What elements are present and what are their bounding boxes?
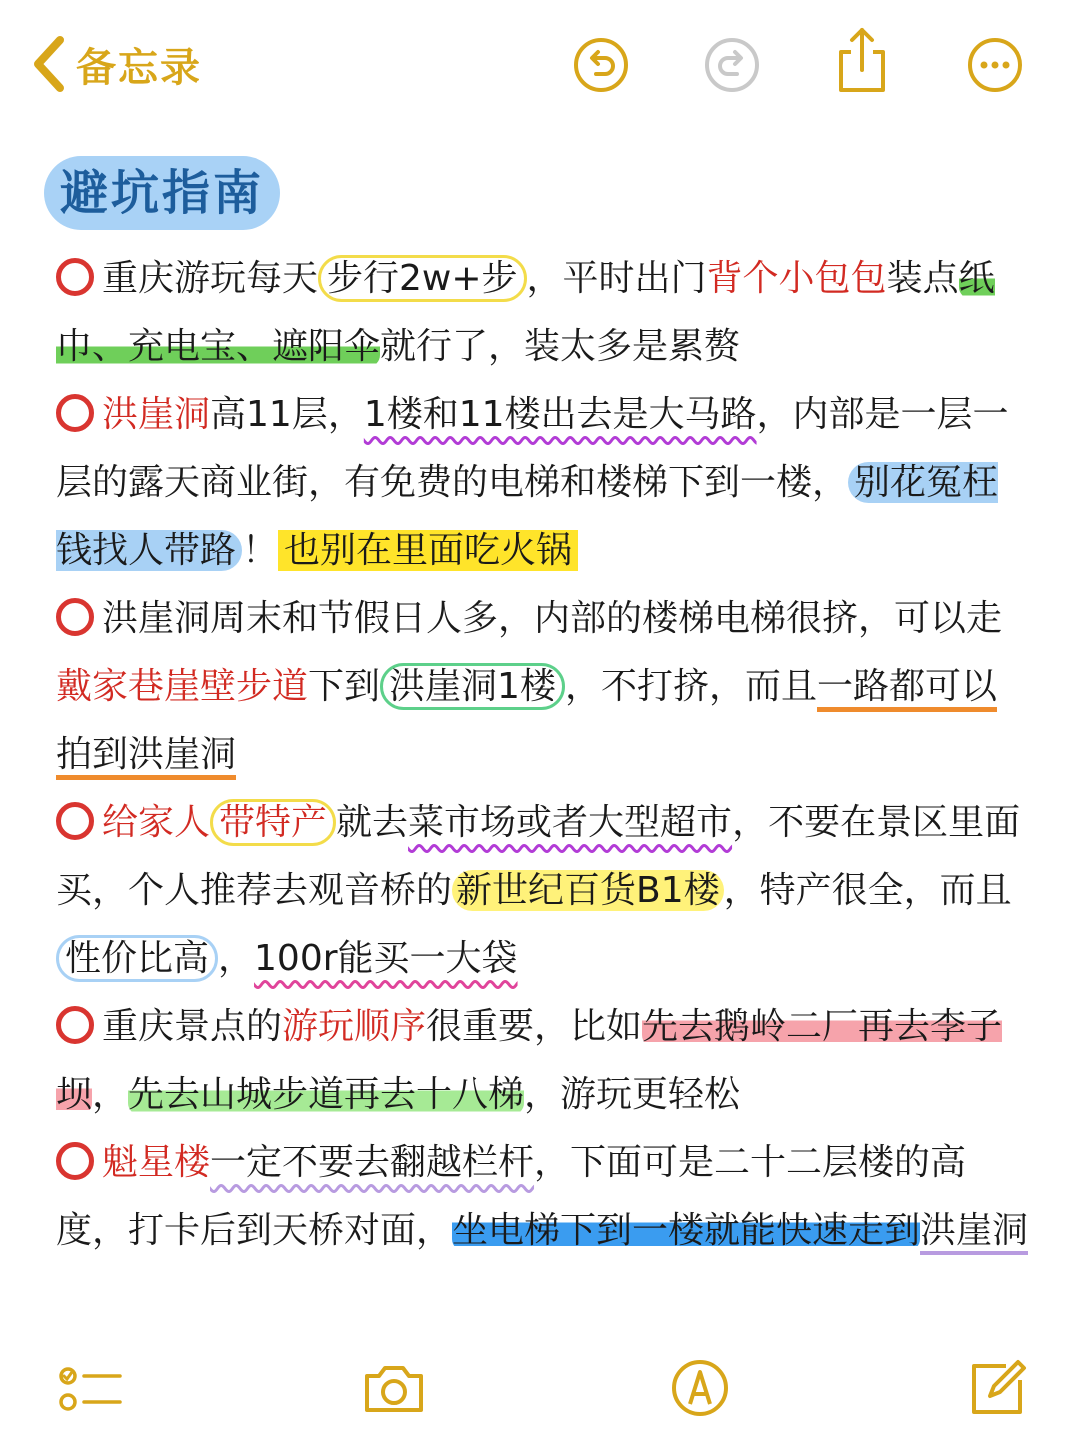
- note-text: ，特产很全，而且: [723, 870, 1012, 911]
- checklist-button[interactable]: [58, 1356, 122, 1420]
- note-text: ，内部是一层一层的露天商业街，有免费的电梯和楼梯下到一楼，: [56, 394, 1009, 503]
- highlighted-text: 100r能买一大袋: [254, 938, 518, 979]
- note-paragraph: [56, 381, 1031, 585]
- back-label: 备忘录: [76, 44, 202, 91]
- camera-button[interactable]: [361, 1356, 425, 1420]
- highlighted-text: 洪崖洞: [920, 1210, 1028, 1255]
- highlighted-text: 带特产: [210, 799, 336, 846]
- red-circle-bullet-icon: [56, 394, 94, 432]
- highlighted-text: 一定不要去翻越栏杆: [210, 1142, 535, 1183]
- chevron-left-icon: [30, 34, 66, 94]
- note-text: ，不要在景区里面买，个人推荐去观音桥的: [56, 802, 1021, 911]
- red-circle-bullet-icon: [56, 802, 94, 840]
- highlighted-text: 坐电梯下到一楼就能快速走到: [452, 1210, 921, 1251]
- highlighted-text: 1楼和11楼出去是大马路: [363, 394, 757, 435]
- note-text: 就去: [336, 802, 409, 843]
- red-circle-bullet-icon: [56, 1006, 94, 1044]
- compose-button[interactable]: [966, 1356, 1030, 1420]
- highlighted-text: 背个小包包: [706, 258, 887, 299]
- note-text: ，平时出门: [526, 258, 707, 299]
- note-text: 高11层，: [210, 394, 364, 435]
- undo-button[interactable]: [572, 36, 630, 94]
- note-text: 很重要，比如: [426, 1006, 643, 1047]
- more-icon: [966, 36, 1024, 94]
- note-paragraph: [56, 993, 1031, 1129]
- camera-icon: [361, 1356, 427, 1420]
- note-title-wrap: [44, 156, 280, 230]
- note-text: ！: [242, 530, 279, 571]
- red-circle-bullet-icon: [56, 598, 94, 636]
- redo-icon: [703, 36, 761, 94]
- highlighted-text: 步行2w+步: [318, 255, 527, 302]
- highlighted-text: 也别在里面吃火锅: [278, 530, 578, 571]
- title-highlight: [44, 156, 280, 230]
- note-text: ，: [92, 1074, 129, 1115]
- note-paragraph: [56, 245, 1031, 381]
- checklist-icon: [58, 1356, 122, 1420]
- note-title[interactable]: 避坑指南: [60, 165, 265, 221]
- undo-icon: [572, 36, 630, 94]
- markup-icon: [668, 1356, 732, 1420]
- note-text: ，下面可是二十二层楼的高度，打卡后到天桥对面，: [56, 1142, 967, 1251]
- highlighted-text: 纸巾、充电宝、遮阳伞: [56, 258, 995, 367]
- share-button[interactable]: [833, 26, 891, 94]
- highlighted-text: 魁星楼: [102, 1142, 211, 1183]
- share-icon: [833, 26, 891, 94]
- highlighted-text: 先去山城步道再去十八梯: [128, 1074, 525, 1115]
- bottom-toolbar: [0, 1350, 1080, 1441]
- note-body[interactable]: [56, 245, 1031, 1265]
- highlighted-text: 洪崖洞1楼: [380, 663, 565, 710]
- highlighted-text: 游玩顺序: [282, 1006, 427, 1047]
- highlighted-text: 洪崖洞: [102, 394, 211, 435]
- back-button[interactable]: [30, 32, 202, 96]
- highlighted-text: 戴家巷崖壁步道: [56, 666, 309, 707]
- note-text: 装点: [886, 258, 959, 299]
- red-circle-bullet-icon: [56, 1142, 94, 1180]
- note-text: 下到: [308, 666, 381, 707]
- note-text: 就行了，装太多是累赘: [380, 326, 741, 367]
- note-text: ，不打挤，而且: [564, 666, 817, 707]
- top-toolbar: [0, 0, 1080, 130]
- more-button[interactable]: [966, 36, 1024, 94]
- note-text: 洪崖洞周末和节假日人多，内部的楼梯电梯很挤，可以走: [102, 598, 1003, 639]
- note-paragraph: [56, 585, 1031, 789]
- note-paragraph: [56, 789, 1031, 993]
- highlighted-text: 新世纪百货B1楼: [452, 870, 724, 911]
- note-text: ，游玩更轻松: [524, 1074, 741, 1115]
- highlighted-text: 给家人: [102, 802, 211, 843]
- note-text: 重庆景点的: [102, 1006, 283, 1047]
- highlighted-text: 性价比高: [56, 935, 218, 982]
- highlighted-text: 别花冤枉钱找人带路: [56, 462, 999, 571]
- note-paragraph: [56, 1129, 1031, 1265]
- highlighted-text: 一路都可以拍到洪崖洞: [56, 666, 997, 780]
- note-text: 重庆游玩每天: [102, 258, 319, 299]
- highlighted-text: 先去鹅岭二厂再去李子坝: [56, 1006, 1003, 1115]
- note-text: ，: [218, 938, 255, 979]
- red-circle-bullet-icon: [56, 258, 94, 296]
- markup-button[interactable]: [668, 1356, 732, 1420]
- redo-button[interactable]: [703, 36, 761, 94]
- highlighted-text: 菜市场或者大型超市: [408, 802, 733, 843]
- compose-icon: [966, 1356, 1030, 1420]
